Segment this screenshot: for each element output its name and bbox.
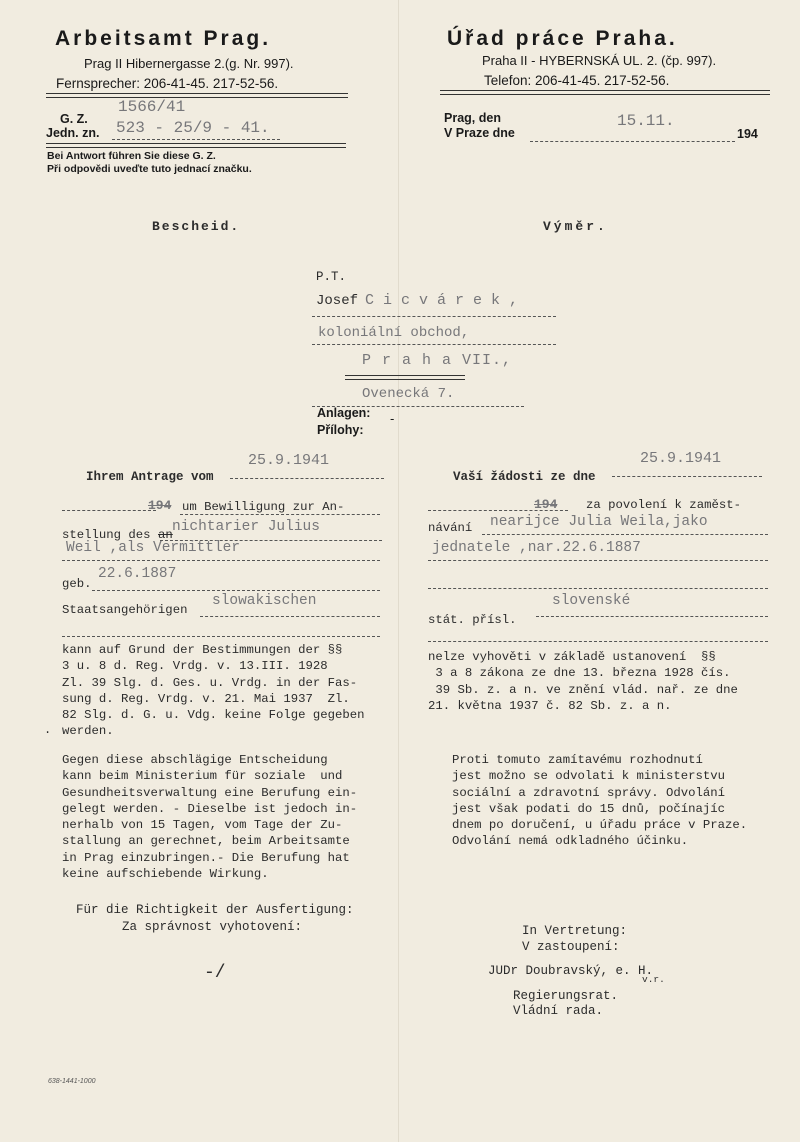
applicant-name-cs: nearijce Julia Weila,jako: [490, 514, 708, 530]
applicant-role-de: Weil ,als Vermittler: [66, 540, 241, 556]
staat-label: Staatsangehörigen: [62, 603, 188, 617]
stat-label: stát. přísl.: [428, 613, 517, 627]
right-office-name: Úřad práce Praha.: [447, 27, 678, 50]
date-value: 15.11.: [617, 112, 675, 130]
page-fold: [398, 0, 399, 1142]
signer-note: v.r.: [642, 974, 665, 985]
stat-line: [536, 616, 768, 617]
addressee-surname: C i c v á r e k ,: [365, 292, 519, 309]
left-office-address: Prag II Hibernergasse 2.(g. Nr. 997).: [84, 56, 294, 71]
addressee-city: P r a h a VII.,: [362, 352, 513, 369]
year-suffix: 194: [737, 127, 758, 141]
jedn-value: 523 - 25/9 - 41.: [116, 119, 270, 137]
stellung-struck: an: [158, 528, 173, 542]
right-office-address: Praha II - HYBERNSKÁ UL. 2. (čp. 997).: [482, 53, 717, 68]
left-header-rule: [46, 93, 348, 98]
v-zastoupeni-text: V zastoupení:: [522, 940, 620, 954]
applicant-role-cs: jednatele ,nar.22.6.1887: [432, 540, 641, 556]
left-office-phone: Fernsprecher: 206-41-45. 217-52-56.: [56, 76, 279, 91]
applicant-line-cs: [482, 534, 768, 535]
gz-note-de: Bei Antwort führen Sie diese G. Z.: [47, 150, 216, 162]
v-praze-dne-label: V Praze dne: [444, 126, 515, 140]
print-code: 638-1441-1000: [48, 1078, 96, 1085]
blank-line-de: [62, 636, 380, 637]
gz-note-cs: Při odpovědi uveďte tuto jednací značku.: [47, 163, 252, 175]
margin-dot: .: [44, 723, 52, 737]
in-vertretung-text: In Vertretung:: [522, 924, 628, 938]
jedn-line: [112, 139, 280, 140]
title-vymer: Výměr.: [543, 219, 608, 234]
jedn-label: Jedn. zn.: [46, 126, 100, 140]
gz-value: 1566/41: [118, 98, 186, 116]
applicant-name-de: nichtarier Julius: [172, 519, 320, 535]
addressee-first-name: Josef: [316, 293, 359, 309]
zadost-year-struck: 194: [534, 497, 558, 512]
role-line-de: [62, 560, 380, 561]
antrag-year-struck: 194: [148, 498, 172, 513]
year-line-left: [62, 510, 156, 511]
anlagen-label: Anlagen:: [317, 406, 371, 420]
prag-den-label: Prag, den: [444, 111, 501, 125]
addressee-business: koloniální obchod,: [318, 325, 470, 341]
stat-value: slovenské: [552, 593, 631, 609]
bewilligung-text: um Bewilligung zur An-: [182, 500, 345, 514]
gz-label: G. Z.: [60, 112, 88, 126]
staat-value: slowakischen: [212, 593, 317, 609]
date-line: [530, 141, 735, 142]
staat-line: [200, 616, 380, 617]
geb-line: [92, 590, 380, 591]
blank-line-cs-2: [428, 641, 768, 642]
pt-label: P.T.: [316, 270, 347, 284]
right-header-rule: [440, 90, 770, 95]
prilohy-label: Přílohy:: [317, 423, 364, 437]
title-bescheid: Bescheid.: [152, 219, 241, 234]
stellung-label: stellung des: [62, 528, 151, 542]
geb-value: 22.6.1887: [98, 566, 177, 582]
right-office-phone: Telefon: 206-41-45. 217-52-56.: [484, 73, 670, 88]
povoleni-text: za povolení k zaměst-: [586, 498, 741, 512]
signer-title-de: Regierungsrat.: [513, 989, 619, 1003]
city-underline: [345, 375, 465, 380]
left-office-name: Arbeitsamt Prag.: [55, 27, 272, 50]
signature-mark: -/: [204, 963, 226, 983]
richtigkeit-text: Für die Richtigkeit der Ausfertigung:: [76, 903, 354, 917]
zadost-date: 25.9.1941: [640, 450, 722, 467]
blank-line-cs-1: [428, 588, 768, 589]
bewilligung-line: [180, 514, 380, 515]
antrag-label: Ihrem Antrage vom: [86, 470, 214, 484]
addressee-line-1: [312, 316, 556, 317]
addressee-street: Ovenecká 7.: [362, 386, 455, 402]
reference-rule: [46, 143, 346, 148]
decision-text-cs: nelze vyhověti v základě ustanovení §§ 3 a 8 zákona ze dne 13. března 1928 čís. 39 Sb. z. a n. ve znění vlád. nař. ze dne 21. května 1937 č. 82 Sb. z. a n.: [428, 650, 738, 713]
spravnost-text: Za správnost vyhotovení:: [122, 920, 303, 934]
role-line-cs: [428, 560, 768, 561]
signer-name: JUDr Doubravský, e. H.: [488, 964, 654, 978]
appeal-text-de: Gegen diese abschlägige Entscheidung kann beim Ministerium für soziale und Gesundheitsverwaltung eine Berufung ein- gelegt werden. - Dieselbe ist jedoch in- nerhalb von 15 Tagen, vom Tage der Zu- stallung an gerechnet, beim Arbeitsamte in Prag einzubringen.- Die Berufung hat keine aufschiebende Wirkung.: [62, 753, 358, 882]
antrag-line: [230, 478, 384, 479]
signer-title-cs: Vládní rada.: [513, 1004, 604, 1018]
addressee-line-2: [312, 344, 556, 345]
appeal-text-cs: Proti tomuto zamítavému rozhodnutí jest možno se odvolati k ministerstvu sociální a zdravotní správy. Odvolání jest však podati do 15 dnů, počínajíc dnem po doručení, u úřadu práce v Praze. Odvolání nemá odkladného účinku.: [452, 753, 748, 849]
decision-text-de: kann auf Grund der Bestimmungen der §§ 3 u. 8 d. Reg. Vrdg. v. 13.III. 1928 Zl. 39 Slg. d. Ges. u. Vrdg. in der Fas- sung d. Reg. Vrdg. v. 21. Mai 1937 Zl. 82 Slg. d. G. u. Vdg. keine Folge gegeben werden.: [62, 643, 365, 739]
anlagen-value: -: [390, 411, 395, 426]
geb-label: geb.: [62, 577, 92, 591]
zadost-label: Vaší žádosti ze dne: [453, 470, 596, 484]
zadost-line: [612, 476, 762, 477]
navani-label: návání: [428, 521, 473, 535]
antrag-date: 25.9.1941: [248, 452, 330, 469]
